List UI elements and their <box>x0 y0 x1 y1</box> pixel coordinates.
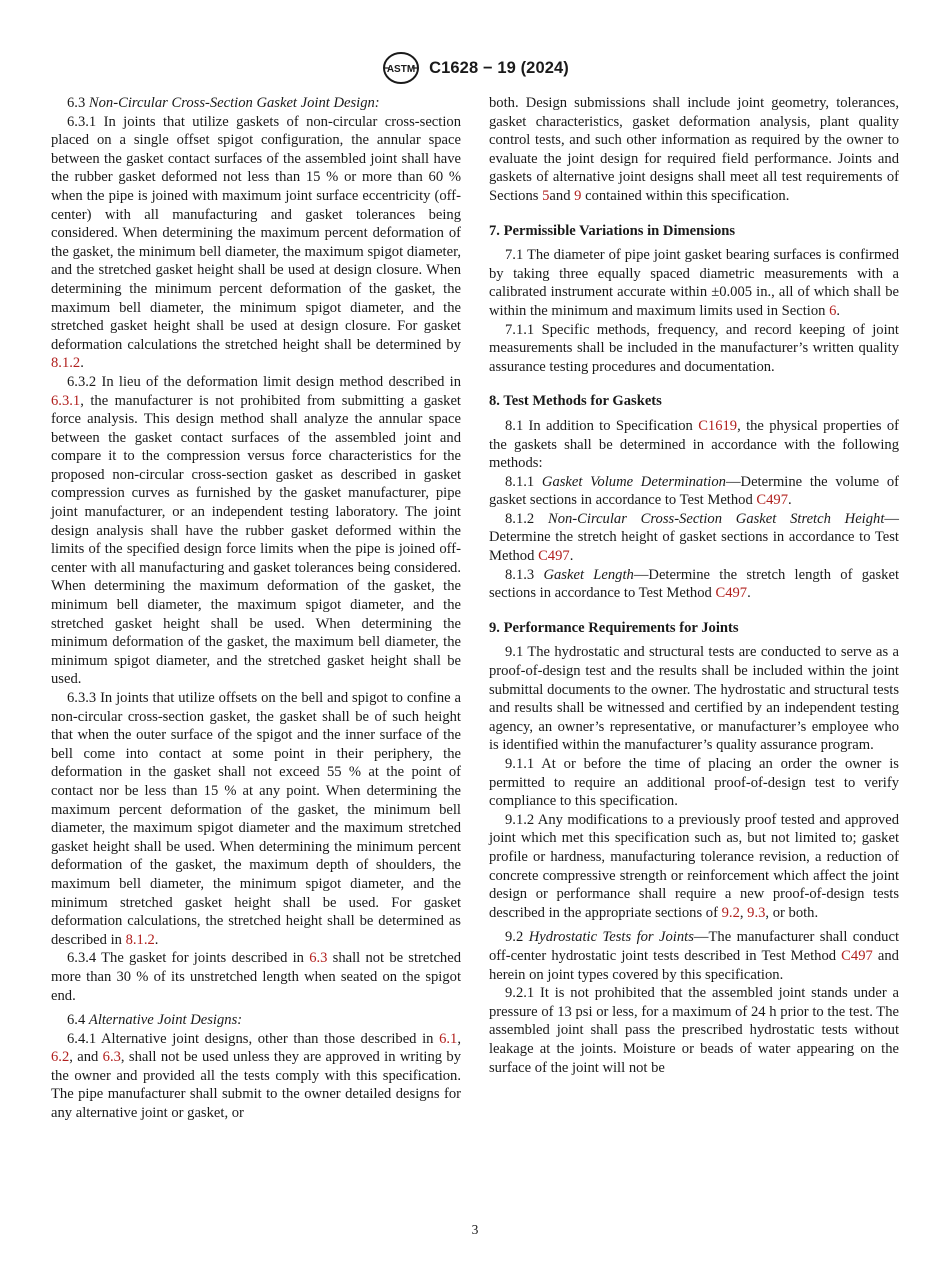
astm-logo-icon <box>381 51 421 85</box>
page-header <box>0 48 950 88</box>
ref-8-1-2-link[interactable]: 8.1.2 <box>125 931 155 948</box>
ref-8-1-2-link[interactable]: 8.1.2 <box>51 355 81 372</box>
ref-c1619-link[interactable]: C1619 <box>698 417 738 434</box>
section-6-4-1-continued: both. Design submissions shall include joint geometry, tolerances, gasket characteristics, gasket deformation analysis, plant quality control tests, and such other information as required by the owner to evaluate the joint design for required field performance. Joints and gaskets of alternative joint designs shall meet all test requirements of Sections 5and 9 contained within this specification. <box>489 95 899 204</box>
section-9-2: 9.2 Hydrostatic Tests for Joints—The manufacturer shall conduct off-center hydrostatic joint tests described in Test Method C497 and herein on joint types covered by this specification. <box>489 929 899 983</box>
section-9-1-2: 9.1.2 Any modifications to a previously proof tested and approved joint which met this specification such as, but not limited to; gasket profile or hardness, manufacturing tolerance revision, a reduction of concrete compressive strength or reinforcement which affect the joint design or performance shall require a new proof-of-design tests described in the appropriate sections of 9.2, 9.3, or both. <box>489 811 899 921</box>
section-6-3-4: 6.3.4 The gasket for joints described in 6.3 shall not be stretched more than 30 % of its unstretched length when seated on the spigot end. <box>51 950 461 1004</box>
section-6-3-2: 6.3.2 In lieu of the deformation limit design method described in 6.3.1, the manufacturer is not prohibited from submitting a gasket force analysis. This design method shall analyze the annular space between the gasket contact surfaces of the assembled joint and compare it to the compression versus force characteristics for the proposed non-circular cross-section gasket as described in gasket compression curves as furnished by the gasket manufacturer, pipe joint manufacturer, or an independent testing laboratory. The joint design analysis shall have the rubber gasket deformed within the limits of the specified design force limits when the pipe is joined off-center with all manufacturing and gasket tolerances being considered. When determining the maximum deformation of the gasket, the minimum bell diameter, the maximum spigot diameter, and the stretched gasket height shall be used. When determining the minimum deformation of the gasket, the maximum bell diameter, the minimum spigot diameter, and the stretched gasket height shall be used. <box>51 373 461 688</box>
ref-section-5-link[interactable]: 5 <box>542 187 550 204</box>
section-6-3-3: 6.3.3 In joints that utilize offsets on the bell and spigot to confine a non-circular cross-section gasket, the gasket shall be of such height that when the outer surface of the spigot and the inner surface of the bell come into contact at some point in their periphery, the deformation in the gasket shall not exceed 55 % at the point of contact nor be less than 15 % at any point. When determining the maximum percent deformation of the gasket, the minimum bell diameter, the maximum spigot diameter and the maximum stretched gasket height shall be used. When determining the minimum percent deformation of the gasket, the maximum depth of shoulders, the maximum bell diameter, the minimum spigot diameter, and the minimum stretched gasket height shall be used. For gasket deformation calculations, the stretched height shall be determined as described in 8.1.2. <box>51 690 461 948</box>
ref-9-2-link[interactable]: 9.2 <box>721 904 740 921</box>
ref-c497-link[interactable]: C497 <box>715 585 748 602</box>
ref-section-6-link[interactable]: 6 <box>829 302 837 319</box>
section-6-4-1: 6.4.1 Alternative joint designs, other than those described in 6.1, 6.2, and 6.3, shall not be used unless they are approved in writing by the owner and provided all the tests comply with this specification. The pipe manufacturer shall submit to the owner detailed designs for any alternative joint or gasket, or <box>51 1030 461 1122</box>
heading-section-7: 7. Permissible Variations in Dimensions <box>489 222 736 239</box>
section-8-1-2: 8.1.2 Non-Circular Cross-Section Gasket Stretch Height—Determine the stretch height of gasket sections in accordance to Test Method C497. <box>489 510 899 565</box>
ref-c497-link[interactable]: C497 <box>756 492 789 509</box>
section-8-1-3: 8.1.3 Gasket Length—Determine the stretch length of gasket sections in accordance to Test Method C497. <box>489 566 899 602</box>
section-6-3-1: 6.3.1 In joints that utilize gaskets of non-circular cross-section placed on a single offset spigot configuration, the annular space between the gasket contact surfaces of the assembled joint shall have the rubber gasket deformed not less than 15 % or more than 60 % when the pipe is joined with maximum joint surface eccentricity (off-center) with all manufacturing and gasket tolerances being considered. When determining the maximum percent deformation of the gasket, the minimum bell diameter, the maximum spigot diameter, and the stretched gasket height shall be used at design closure. When determining the minimum percent deformation of the gasket, the maximum bell diameter, the minimum spigot diameter, and the stretched gasket height shall be used at design closure. For gasket deformation calculations the stretched height shall be determined by 8.1.2. <box>51 113 461 372</box>
ref-6-1-link[interactable]: 6.1 <box>439 1030 458 1047</box>
ref-c497-link[interactable]: C497 <box>841 947 873 964</box>
section-7-1: 7.1 The diameter of pipe joint gasket bearing surfaces is confirmed by taking three equally spaced diametric measurements with a calibrated instrument accurate within ±0.005 in., all of which shall be within the minimum and maximum limits used in Section 6. <box>489 247 899 319</box>
heading-section-8: 8. Test Methods for Gaskets <box>489 393 662 410</box>
section-8-1: 8.1 In addition to Specification C1619, the physical properties of the gaskets shall be determined in accordance with the following methods: <box>489 417 900 472</box>
ref-6-3-link[interactable]: 6.3 <box>102 1049 121 1066</box>
section-7-1-1: 7.1.1 Specific methods, frequency, and record keeping of joint measurements shall be included in the manufacturer’s written quality assurance testing procedures and documentation. <box>489 321 899 375</box>
ref-6-3-1-link[interactable]: 6.3.1 <box>51 392 81 409</box>
ref-9-3-link[interactable]: 9.3 <box>747 904 766 921</box>
section-8-1-1: 8.1.1 Gasket Volume Determination—Determine the volume of gasket sections in accordance to Test Method C497. <box>489 473 900 509</box>
section-6-3: 6.3 Non-Circular Cross-Section Gasket Joint Design: <box>67 95 380 111</box>
standard-designation: C1628 − 19 (2024) <box>429 58 569 77</box>
section-9-2-1: 9.2.1 It is not prohibited that the assembled joint stands under a pressure of 13 psi or less, for a maximum of 24 h prior to the test. The assembled joint shall pass the prescribed hydrostatic tests without leakage at the joints. Moisture or beads of water appearing on the surface of the joint will not be <box>489 985 899 1076</box>
heading-section-9: 9. Performance Requirements for Joints <box>489 619 739 636</box>
left-column <box>51 94 461 1123</box>
ref-6-2-link[interactable]: 6.2 <box>51 1049 70 1066</box>
section-9-1-1: 9.1.1 At or before the time of placing an order the owner is permitted to require an additional proof-of-design test to verify compliance to this specification. <box>489 756 899 810</box>
ref-section-9-link[interactable]: 9 <box>574 187 582 204</box>
section-6-4: 6.4 Alternative Joint Designs: <box>67 1012 243 1029</box>
section-9-1: 9.1 The hydrostatic and structural tests are conducted to serve as a proof-of-design test and the results shall be included within the joint submittal documents to the owner. The hydrostatic and structural tests and results shall be witnessed and certified by an independent testing agency, an owner’s representative, or manufacturer’s employee who is identified within the manufacturer’s quality assurance program. <box>489 644 899 754</box>
right-column <box>489 94 899 1077</box>
logo-text: ASTM <box>386 64 416 75</box>
ref-6-3-link[interactable]: 6.3 <box>309 950 328 967</box>
ref-c497-link[interactable]: C497 <box>538 548 570 565</box>
page-number: 3 <box>471 1222 479 1237</box>
